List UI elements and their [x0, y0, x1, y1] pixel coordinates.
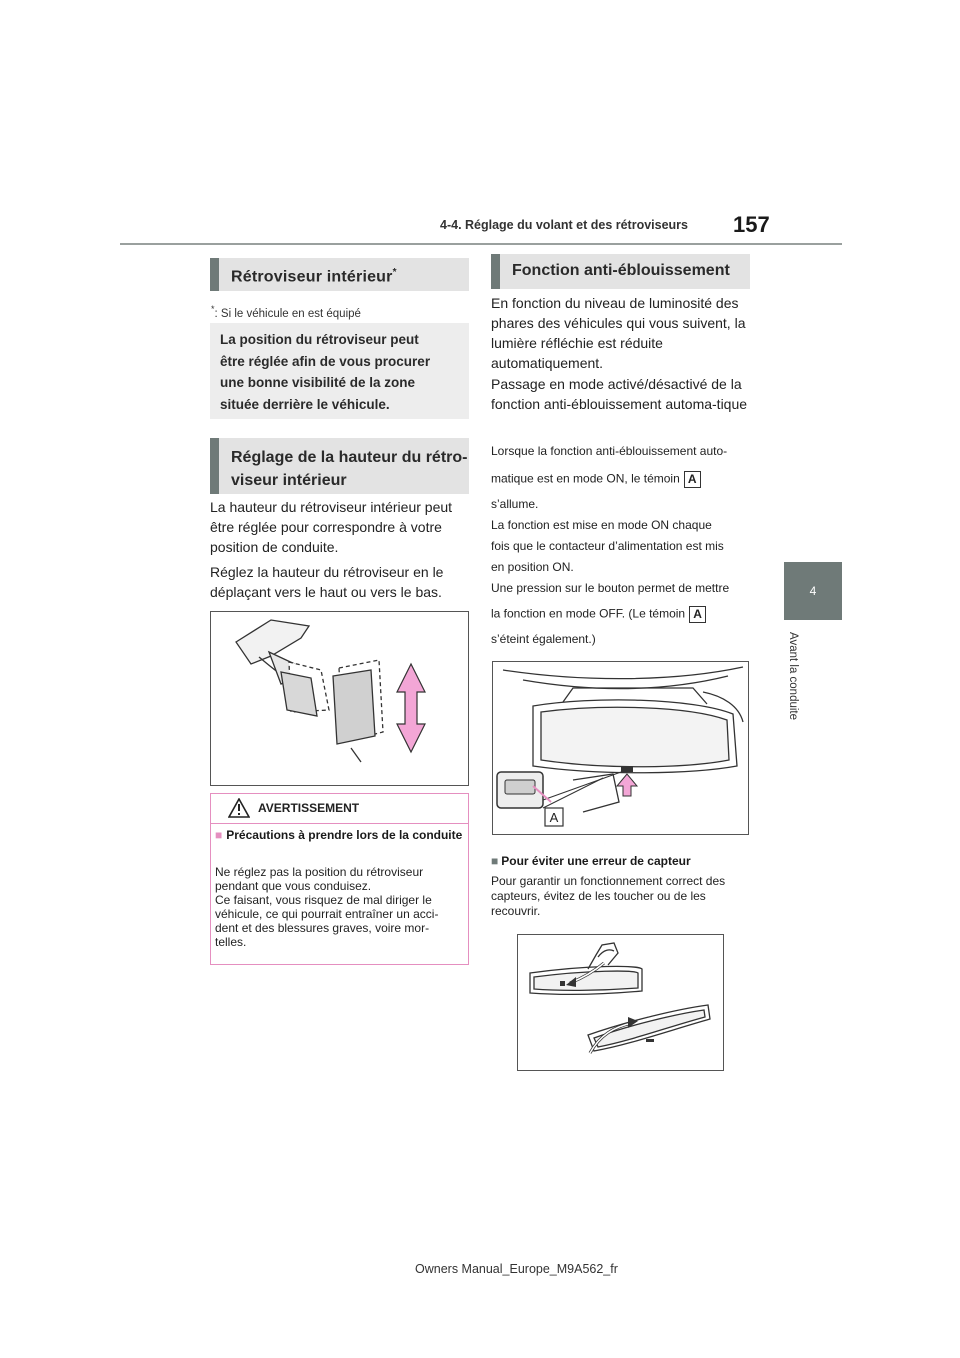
- sensor-heading-text: Pour éviter une erreur de capteur: [501, 854, 691, 868]
- anti-glare-mirror-illustration: [493, 662, 748, 834]
- heading-line: viseur intérieur: [231, 472, 347, 489]
- warning-line: telles.: [215, 935, 247, 949]
- intro-line: être réglée afin de vous procurer: [220, 353, 431, 369]
- warning-subtitle-text: Précautions à prendre lors de la conduite: [226, 828, 463, 842]
- chapter-tab: 4: [784, 562, 842, 620]
- warning-triangle-icon: [228, 798, 250, 818]
- paragraph: Passage en mode activé/désactivé de la fonction anti-éblouissement automa-tique: [491, 376, 748, 412]
- footnote: [211, 304, 361, 320]
- up-arrow-icon: [617, 774, 637, 796]
- paragraph: La hauteur du rétroviseur intérieur peut être réglée pour correspondre à votre position de conduite.: [210, 499, 453, 555]
- intro-line: située derrière le véhicule.: [220, 396, 390, 412]
- heading-interior-mirror: [210, 258, 469, 291]
- small-line-text: la fonction en mode OFF. (Le témoin: [491, 606, 686, 621]
- figure-sensors: [517, 934, 724, 1071]
- heading-height-adjust: [210, 438, 469, 494]
- callout-a-text: A: [549, 810, 559, 825]
- up-down-arrow-icon: [397, 664, 425, 752]
- warning-line: Ce faisant, vous risquez de mal diriger le: [215, 893, 432, 907]
- heading-anti-glare: Fonction anti-éblouissement: [491, 254, 750, 289]
- heading-line: Réglage de la hauteur du rétro-: [231, 449, 468, 466]
- warning-line: véhicule, ce qui pourrait entraîner un acci-: [215, 907, 439, 921]
- warning-subtitle: [215, 828, 465, 842]
- sensor-illustration: [518, 935, 723, 1070]
- small-line: fois que le contacteur d’alimentation est mis: [491, 539, 724, 553]
- footer-doc-id: Owners Manual_Europe_M9A562_fr: [415, 1262, 618, 1276]
- small-line: Lorsque la fonction anti-éblouissement auto-: [491, 444, 728, 458]
- small-line: Une pression sur le bouton permet de mettre: [491, 581, 730, 595]
- intro-line: La position du rétroviseur peut: [220, 332, 419, 347]
- small-line: [491, 471, 701, 488]
- callout-a-label: A: [689, 606, 706, 623]
- warning-line: Ne réglez pas la position du rétroviseur: [215, 865, 424, 879]
- sensor-line: recouvrir.: [491, 904, 541, 918]
- heading-text: Rétroviseur intérieur: [231, 268, 393, 286]
- paragraph: En fonction du niveau de luminosité des phares des véhicules qui vous suivent, la lumière réfléchie est réduite automatiquement.: [491, 295, 746, 371]
- warning-text: [215, 865, 465, 949]
- section-title: 4-4. Réglage du volant et des rétroviseurs: [440, 218, 688, 232]
- callout-a-label: A: [684, 471, 701, 488]
- sensor-line: Pour garantir un fonctionnement correct des: [491, 874, 726, 888]
- small-line: La fonction est mise en mode ON chaque: [491, 518, 712, 532]
- footnote-text: : Si le véhicule en est équipé: [214, 307, 361, 320]
- bullet-icon: ■: [215, 828, 223, 842]
- page-number: 157: [733, 212, 770, 237]
- warning-line: dent et des blessures graves, voire mor-: [215, 921, 430, 935]
- small-line-text: matique est en mode ON, le témoin: [491, 471, 680, 486]
- small-line: [491, 606, 706, 623]
- figure-anti-glare-mirror: [492, 661, 749, 835]
- intro-box: [210, 323, 469, 419]
- sensor-line: capteurs, évitez de les toucher ou de les: [491, 889, 706, 903]
- chapter-label-text: Avant la conduite: [787, 632, 799, 721]
- mirror-height-illustration: [211, 612, 468, 785]
- indicator-lamp: [621, 766, 633, 772]
- sensor-text: [491, 874, 725, 919]
- paragraph: Réglez la hauteur du rétroviseur en le déplaçant vers le haut ou vers le bas.: [210, 564, 444, 600]
- small-line: en position ON.: [491, 560, 574, 574]
- sensor-heading: [491, 854, 691, 868]
- warning-line: pendant que vous conduisez.: [215, 879, 372, 893]
- bullet-icon: ■: [491, 854, 499, 868]
- intro-line: une bonne visibilité de la zone: [220, 375, 416, 390]
- header-rule: [120, 243, 842, 245]
- figure-mirror-height: [210, 611, 469, 786]
- heading-mark: *: [392, 267, 397, 278]
- chapter-label: [785, 632, 801, 742]
- footnote-mark: *: [211, 304, 215, 314]
- warning-title: AVERTISSEMENT: [258, 801, 360, 815]
- small-line: s’allume.: [491, 497, 539, 511]
- small-line: s’éteint également.): [491, 632, 596, 646]
